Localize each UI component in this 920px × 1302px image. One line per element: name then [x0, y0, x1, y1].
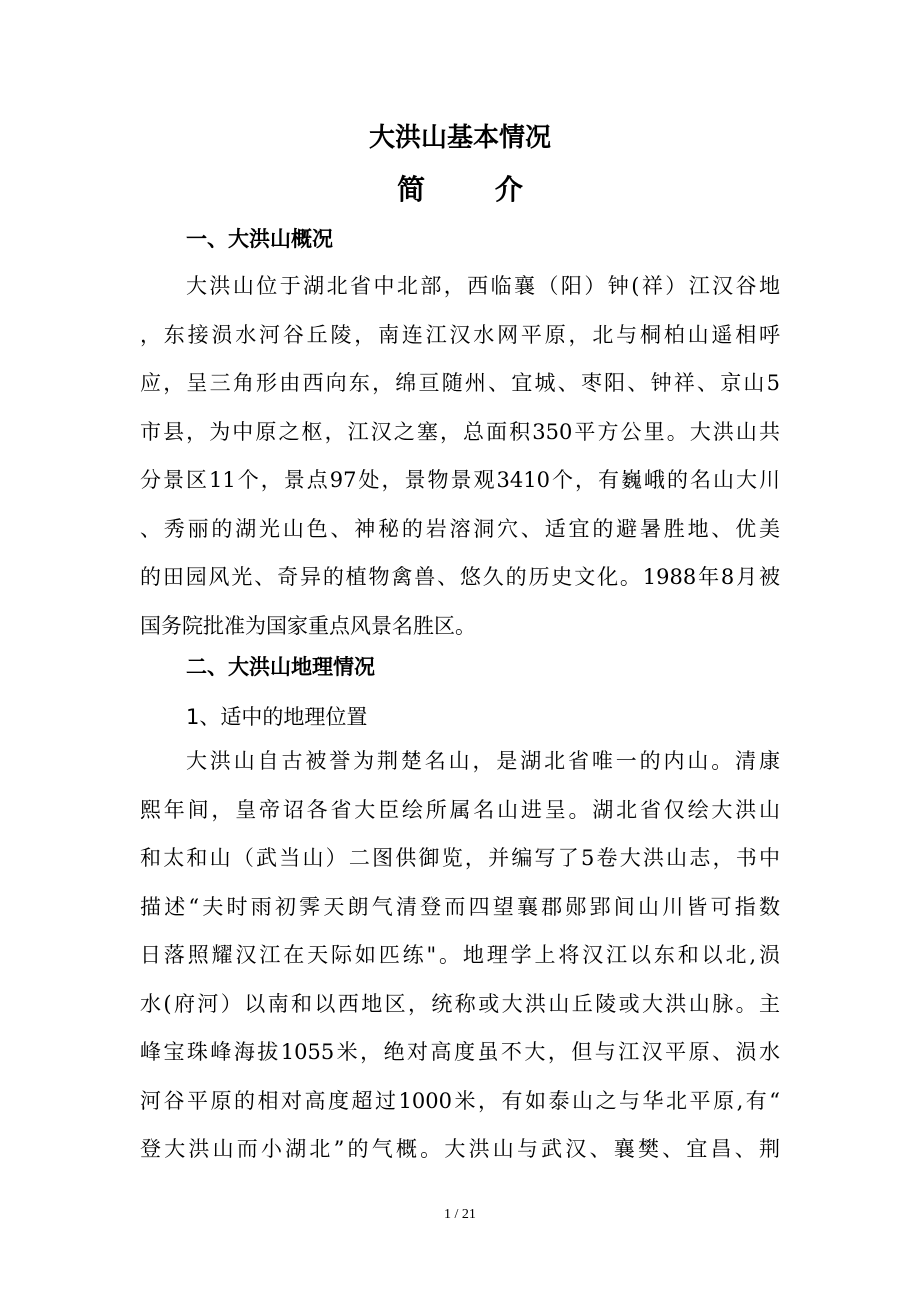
paragraph-line: 大洪山自古被誉为荆楚名山，是湖北省唯一的内山。清康	[186, 749, 780, 773]
paragraph-line: 河谷平原的相对高度超过1000米，有如泰山之与华北平原,有“	[140, 1088, 780, 1113]
paragraph-line: 分景区11个，景点97处，景物景观3410个，有巍峨的名山大川	[140, 468, 780, 492]
paragraph-line: 大洪山位于湖北省中北部，西临襄（阳）钟(祥）江汉谷地	[186, 274, 780, 298]
document-subtitle: 简 介	[397, 173, 553, 206]
paragraph-line: 国务院批准为国家重点风景名胜区。	[140, 613, 476, 638]
paragraph-line: ，东接涢水河谷丘陵，南连江汉水网平原，北与桐柏山遥相呼	[140, 322, 780, 347]
subsection-heading-location: 1、适中的地理位置	[186, 705, 368, 729]
paragraph-line: 应，呈三角形由西向东，绵亘随州、宜城、枣阳、钟祥、京山5	[140, 371, 780, 395]
paragraph-line: 、秀丽的湖光山色、神秘的岩溶洞穴、适宜的避暑胜地、优美	[140, 516, 780, 541]
paragraph-line: 市县，为中原之枢，江汉之塞，总面积350平方公里。大洪山共	[140, 419, 780, 444]
page-number: 1 / 21	[444, 1207, 476, 1222]
paragraph-line: 登大洪山而小湖北”的气概。大洪山与武汉、襄樊、宜昌、荆	[140, 1137, 780, 1161]
section-heading-overview: 一、大洪山概况	[186, 227, 333, 251]
paragraph-line: 日落照耀汉江在天际如匹练"。地理学上将汉江以东和以北,涢	[140, 943, 780, 967]
paragraph-line: 水(府河）以南和以西地区，统称或大洪山丘陵或大洪山脉。主	[140, 991, 780, 1016]
paragraph-line: 峰宝珠峰海拔1055米，绝对高度虽不大，但与江汉平原、涢水	[140, 1040, 780, 1064]
paragraph-line: 和太和山（武当山）二图供御览，并编写了5卷大洪山志，书中	[140, 846, 780, 870]
paragraph-line: 描述“夫时雨初霁天朗气清登而四望襄郡郧郢间山川皆可指数	[140, 894, 780, 919]
paragraph-line: 熙年间，皇帝诏各省大臣绘所属名山进呈。湖北省仅绘大洪山	[140, 797, 780, 822]
paragraph-line: 的田园风光、奇异的植物禽兽、悠久的历史文化。1988年8月被	[140, 565, 780, 589]
location-paragraph	[140, 737, 780, 1174]
section-heading-geography: 二、大洪山地理情况	[186, 655, 375, 679]
document-title: 大洪山基本情况	[368, 123, 551, 153]
overview-paragraph	[140, 262, 780, 650]
